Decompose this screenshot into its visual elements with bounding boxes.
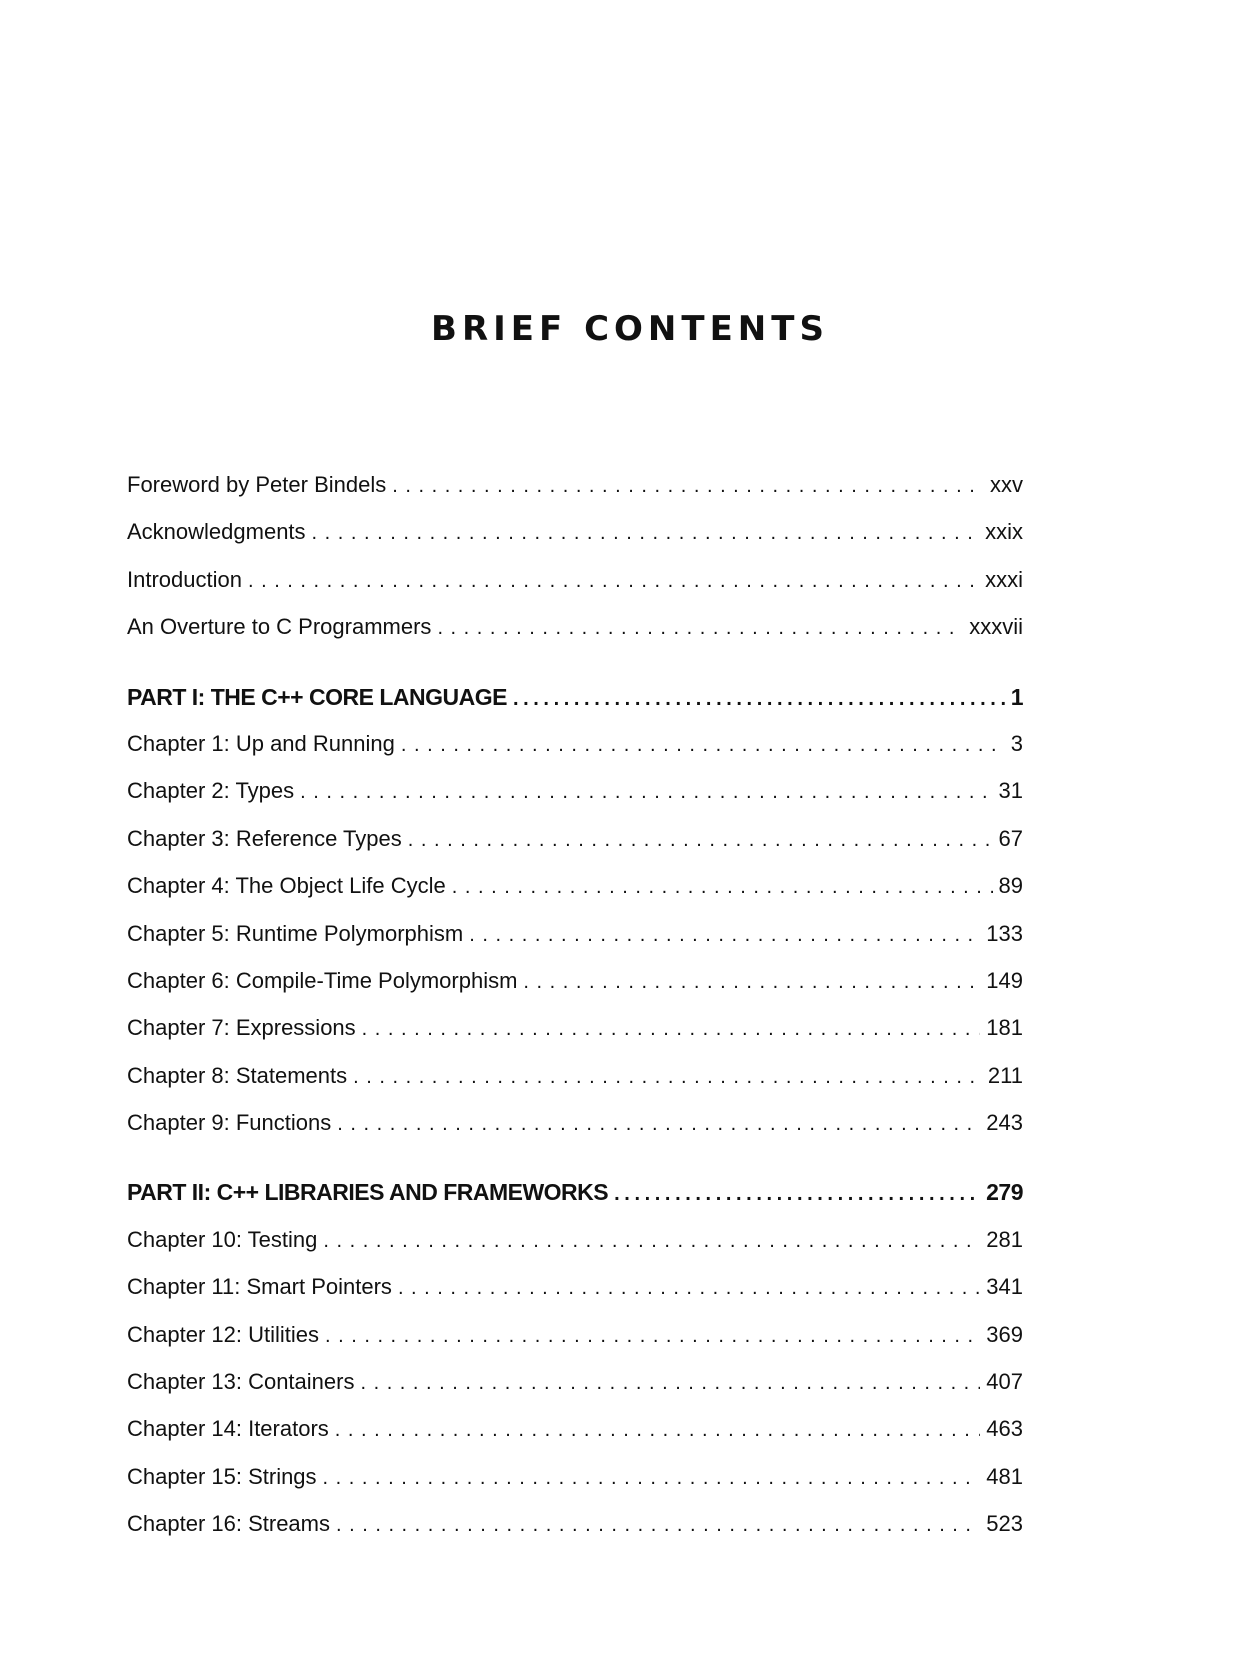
toc-entry-label: Chapter 5: Runtime Polymorphism [127, 920, 464, 946]
toc-entry-label: Chapter 8: Statements [127, 1062, 348, 1088]
toc-entry-page: 281 [986, 1226, 1023, 1252]
toc-entry-chapter[interactable] [127, 1367, 1023, 1414]
dot-leader [360, 1368, 980, 1398]
dot-leader [408, 825, 993, 855]
dot-leader [353, 1062, 982, 1092]
toc-part-label: PART II: C++ LIBRARIES AND FRAMEWORKS [127, 1179, 609, 1206]
toc-entry-page: xxv [990, 472, 1023, 497]
dot-leader [614, 1179, 980, 1209]
toc-entry-overture[interactable] [127, 612, 1023, 659]
toc-entry-page: 523 [986, 1511, 1023, 1537]
dot-leader [337, 1109, 980, 1139]
dot-leader [323, 1226, 980, 1256]
toc-entry-chapter[interactable] [127, 1462, 1023, 1509]
toc-entry-label: Acknowledgments [127, 519, 306, 545]
toc-entry-page: 181 [986, 1015, 1023, 1041]
toc-entry-chapter[interactable] [127, 966, 1023, 1013]
toc-entry-page: 407 [986, 1369, 1023, 1395]
toc-part-heading[interactable] [127, 1177, 1023, 1224]
dot-leader [362, 1014, 981, 1044]
toc-entry-chapter[interactable] [127, 824, 1023, 871]
toc-entry-page: xxxi [985, 566, 1023, 592]
toc-entry-page: 149 [986, 967, 1023, 993]
dot-leader [452, 872, 993, 902]
toc-entry-page: 243 [986, 1110, 1023, 1136]
dot-leader [300, 777, 992, 807]
toc-entry-label: Chapter 12: Utilities [127, 1321, 319, 1347]
toc-entry-chapter[interactable] [127, 1272, 1023, 1319]
toc-entry-chapter[interactable] [127, 1414, 1023, 1461]
toc-entry-page: xxix [985, 519, 1023, 545]
dot-leader [513, 684, 1005, 714]
part-2-list [127, 1177, 1023, 1556]
dot-leader [335, 1415, 981, 1445]
dot-leader [312, 518, 980, 548]
front-matter-list [127, 470, 1023, 660]
toc-entry-label: Chapter 10: Testing [127, 1226, 318, 1252]
toc-entry-chapter[interactable] [127, 1320, 1023, 1367]
toc-entry-label: Chapter 2: Types [127, 778, 295, 804]
toc-part-label: PART I: THE C++ CORE LANGUAGE [127, 683, 507, 710]
dot-leader [392, 471, 984, 501]
toc-entry-label: Chapter 16: Streams [127, 1511, 330, 1537]
toc-entry-label: Chapter 9: Functions [127, 1110, 332, 1136]
toc-entry-page: 3 [1010, 730, 1023, 756]
toc-entry-chapter[interactable] [127, 1108, 1023, 1155]
table-of-contents [127, 470, 1023, 1557]
toc-entry-label: Chapter 1: Up and Running [127, 730, 395, 756]
toc-part-heading[interactable] [127, 682, 1023, 729]
toc-entry-label: Chapter 6: Compile-Time Polymorphism [127, 967, 518, 993]
dot-leader [336, 1510, 980, 1540]
toc-entry-chapter[interactable] [127, 1061, 1023, 1108]
toc-entry-page: 481 [986, 1463, 1023, 1489]
toc-entry-chapter[interactable] [127, 1013, 1023, 1060]
toc-entry-label: Chapter 4: The Object Life Cycle [127, 873, 446, 899]
toc-entry-foreword[interactable] [127, 470, 1023, 517]
part-1-list [127, 682, 1023, 1156]
toc-part-page: 1 [1010, 683, 1023, 710]
dot-leader [469, 920, 980, 950]
toc-entry-label: Chapter 14: Iterators [127, 1416, 329, 1442]
toc-entry-label: An Overture to C Programmers [127, 614, 432, 640]
toc-entry-chapter[interactable] [127, 871, 1023, 918]
toc-entry-page: 31 [998, 778, 1023, 804]
toc-entry-acknowledgments[interactable] [127, 517, 1023, 564]
toc-entry-page: 89 [998, 873, 1023, 899]
toc-entry-page: 133 [986, 920, 1023, 946]
toc-entry-label: Chapter 15: Strings [127, 1463, 317, 1489]
dot-leader [325, 1321, 980, 1351]
dot-leader [248, 566, 979, 596]
dot-leader [323, 1463, 981, 1493]
toc-entry-chapter[interactable] [127, 776, 1023, 823]
dot-leader [398, 1273, 980, 1303]
toc-entry-label: Foreword by Peter Bindels [127, 472, 387, 497]
dot-leader [437, 613, 963, 643]
toc-entry-chapter[interactable] [127, 1509, 1023, 1556]
toc-entry-introduction[interactable] [127, 565, 1023, 612]
toc-entry-page: 341 [986, 1274, 1023, 1300]
toc-entry-label: Chapter 13: Containers [127, 1369, 355, 1395]
toc-entry-page: 67 [998, 825, 1023, 851]
toc-entry-chapter[interactable] [127, 729, 1023, 776]
toc-entry-page: 463 [986, 1416, 1023, 1442]
toc-entry-label: Introduction [127, 566, 242, 592]
toc-entry-page: 211 [987, 1062, 1023, 1088]
toc-part-page: 279 [986, 1179, 1023, 1206]
toc-entry-chapter[interactable] [127, 1225, 1023, 1272]
dot-leader [401, 730, 1005, 760]
dot-leader [523, 967, 980, 997]
toc-entry-label: Chapter 7: Expressions [127, 1015, 356, 1041]
toc-entry-label: Chapter 3: Reference Types [127, 825, 402, 851]
toc-entry-page: xxxvii [969, 614, 1023, 640]
toc-entry-page: 369 [986, 1321, 1023, 1347]
toc-entry-chapter[interactable] [127, 919, 1023, 966]
page-title: BRIEF CONTENTS [431, 308, 829, 349]
toc-entry-label: Chapter 11: Smart Pointers [127, 1274, 392, 1300]
